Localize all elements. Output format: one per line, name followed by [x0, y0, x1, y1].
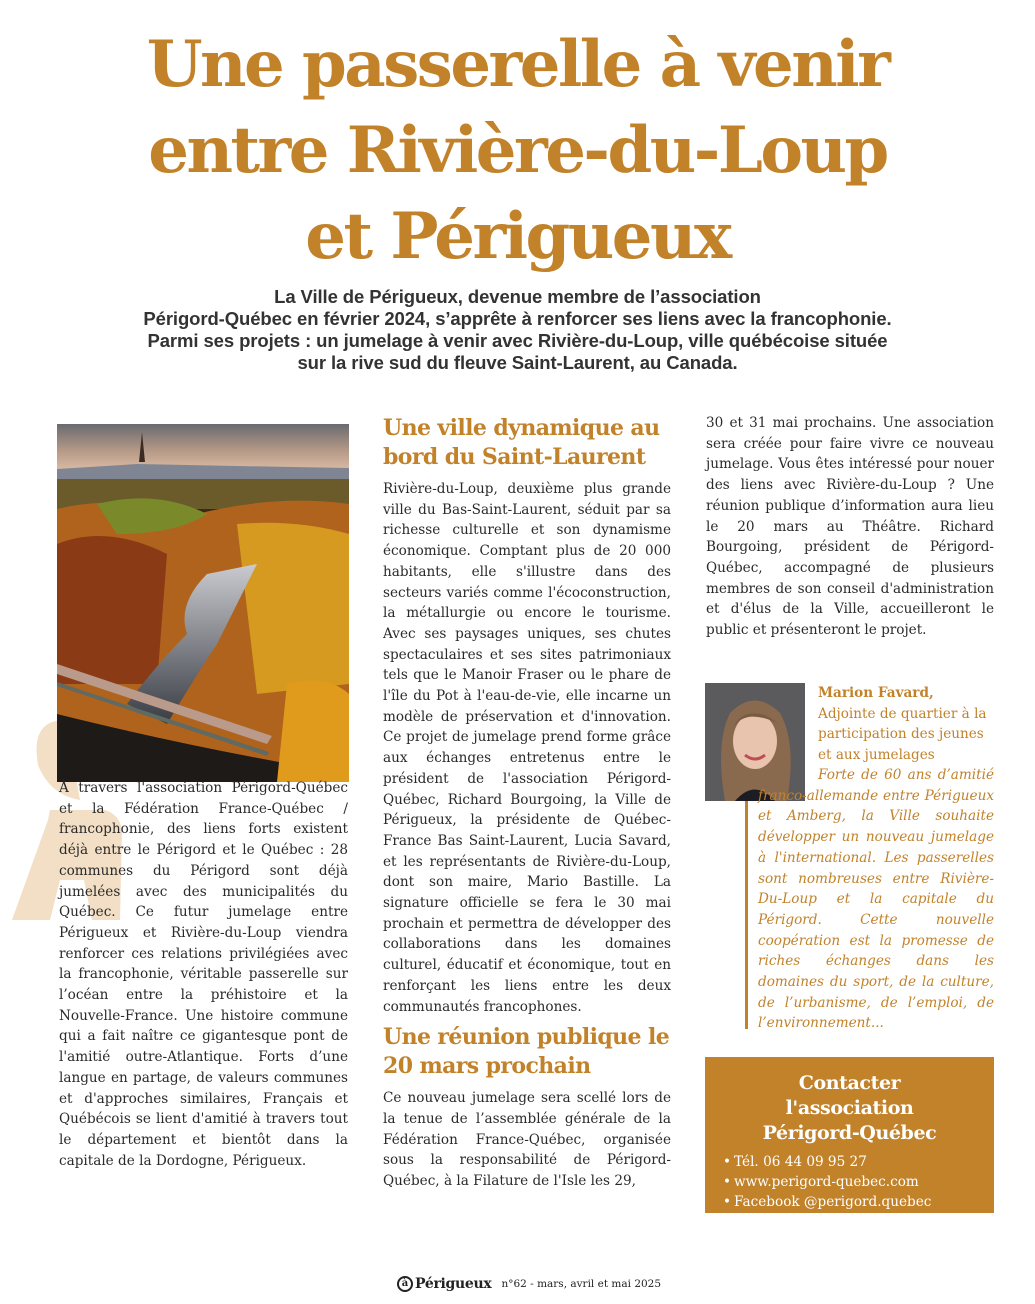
intro-line: sur la rive sud du fleuve Saint-Laurent, au Canada. — [297, 352, 738, 373]
body-paragraph: À travers l'association Périgord-Québec et la Fédération France-Québec / francophonie, des liens forts existent déjà entre le Périgord et le Québec : 28 communes du Périgord sont déjà jumelées avec des municipalités du Québec. Ce futur jumelage entre Périgueux et Rivière-du-Loup viendra renforcer ces relations privilégiées avec la francophonie, véritable passerelle sur l’océan entre la préhistoire et la Nouvelle-France. Une histoire commune qui a fait naître ce gigantesque pont de l'amitié outre-Atlantique. Forts d’une langue en partage, de valeurs communes et d'approches similaires, Français et Québécois se lient d'amitié à travers tout le département et bientôt dans la capitale de la Dordogne, Périgueux. — [59, 780, 348, 1169]
quote-author-name: Marion Favard, — [818, 685, 934, 701]
title-line: entre Rivière-du-Loup — [148, 113, 887, 188]
title-line: et Périgueux — [305, 199, 730, 274]
title-line: Une passerelle à venir — [146, 27, 889, 102]
contact-heading: Contacter l'association Périgord-Québec — [762, 1072, 937, 1144]
issue-info: n°62 - mars, avril et mai 2025 — [501, 1278, 662, 1290]
body-paragraph: 30 et 31 mai prochains. Une association sera créée pour faire vivre ce nouveau jumelage. Vous êtes intéressé pour nouer des liens avec Rivière-du-Loup ? Une réunion publique d’information aura lieu le 20 mars au Théâtre. Richard Bourgoing, président de Périgord-Québec, accompagné de plusieurs membres de son conseil d'administration et d'élus de la Ville, accueilleront le public et présenteront le projet. — [706, 415, 994, 639]
quote-bar-divider — [745, 801, 748, 1029]
body-paragraph: Rivière-du-Loup, deuxième plus grande ville du Bas-Saint-Laurent, séduit par sa richesse culturelle et son dynamisme économique. Comptant plus de 20 000 habitants, elle s'illustre dans des secteurs variés comme l'écoconstruction, la métallurgie ou encore le tourisme. Avec ses paysages uniques, ses chutes spectaculaires et ses sites patrimoniaux tels que le Manoir Fraser ou le phare de l'île du Pot à l'eau-de-vie, elle incarne un modèle de préservation et d'innovation. Ce projet de jumelage prend forme grâce aux échanges entretenus entre le président de l'association Périgord-Québec, Richard Bourgoing, la Ville de Périgueux, la présidente de Québec-France Bas Saint-Laurent, Lucia Savard, et les représentants de Rivière-du-Loup, dont son maire, Mario Bastille. La signature officielle se fera le 30 mai prochain et permettra de développer des collaborations dans les domaines culturel, éducatif et économique, tout en renforçant les liens entre les deux communautés francophones. — [383, 481, 671, 1015]
article-intro — [60, 286, 975, 374]
section-heading: Une ville dynamique au bord du Saint-Laurent — [383, 415, 660, 470]
column-left — [59, 778, 348, 1171]
page-footer — [397, 1274, 661, 1294]
contact-website-link[interactable]: • www.perigord-quebec.com — [723, 1172, 994, 1192]
quote-author — [818, 683, 996, 766]
intro-line: Parmi ses projets : un jumelage à venir avec Rivière-du-Loup, ville québécoise située — [147, 330, 888, 351]
contact-facebook-link[interactable]: • Facebook @perigord.quebec — [723, 1192, 994, 1212]
contact-box — [705, 1057, 994, 1213]
column-right — [706, 413, 994, 641]
quote-author-role: Adjointe de quartier à la participation des jeunes et aux jumelages — [818, 705, 987, 764]
column-middle — [383, 414, 671, 1192]
main-photo — [57, 424, 349, 782]
body-paragraph: Ce nouveau jumelage sera scellé lors de la tenue de l’assemblée générale de la Fédération France-Québec, organisée sous la responsabilité de Périgord-Québec, à la Filature de l'Isle les 29, — [383, 1090, 671, 1190]
intro-line: La Ville de Périgueux, devenue membre de l’association — [274, 286, 761, 307]
contact-phone: • Tél. 06 44 09 95 27 — [723, 1152, 994, 1172]
intro-line: Périgord-Québec en février 2024, s’apprête à renforcer ses liens avec la francophonie. — [143, 308, 892, 329]
perigueux-logo-icon: à — [397, 1276, 413, 1292]
contact-list — [705, 1152, 994, 1212]
autumn-river-bridge-photo — [57, 424, 349, 782]
magazine-logo: Périgueux — [415, 1276, 492, 1292]
quote-text: Forte de 60 ans d’amitié franco-allemande entre Périgueux et Amberg, la Ville souhaite développer un nouveau jumelage à l'international. Les passerelles sont nombreuses entre Rivière-Du-Loup et la capitale du Périgord. Cette nouvelle coopération est la promesse de riches échanges dans les domaines du sport, de la culture, de l’urbanisme, de l’emploi, de l’environnement... — [758, 767, 994, 1032]
section-heading: Une réunion publique le 20 mars prochain — [383, 1024, 670, 1080]
article-title — [0, 22, 1035, 280]
